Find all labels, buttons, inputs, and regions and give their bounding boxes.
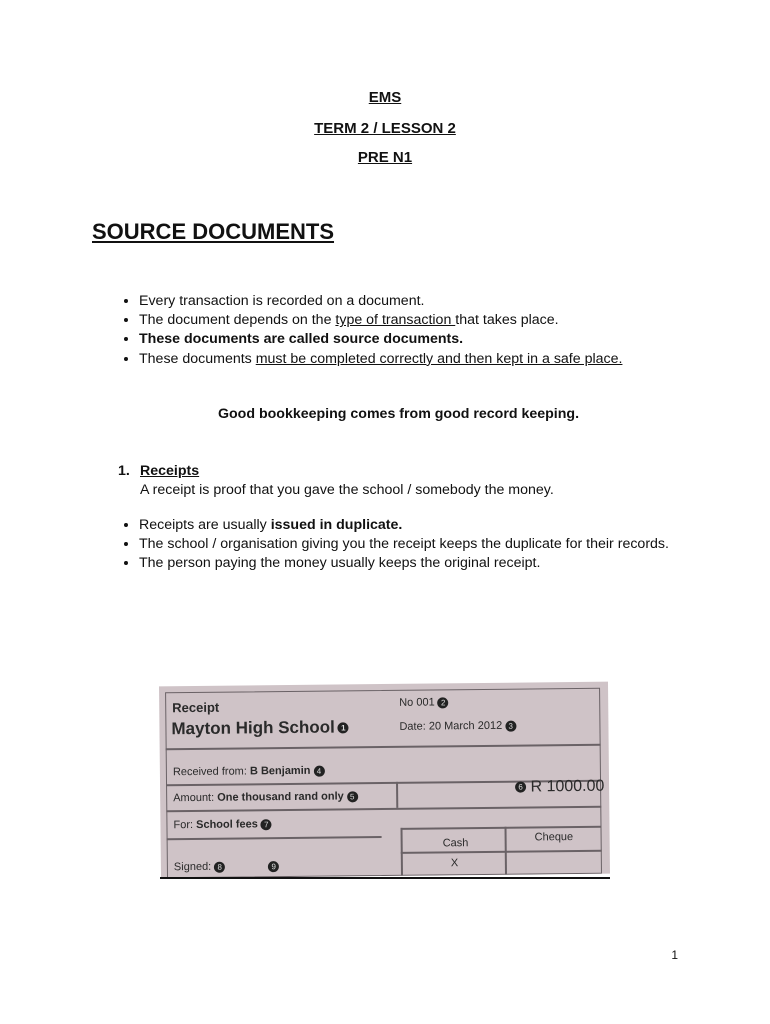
- marker-icon: 7: [261, 819, 272, 830]
- section-heading: Receipts: [140, 463, 200, 479]
- receipt-bullet-list: [98, 516, 699, 574]
- section-description: A receipt is proof that you gave the school / somebody the money.: [140, 482, 554, 498]
- amount-row: Amount: One thousand rand only 5: [173, 790, 358, 804]
- page-title: SOURCE DOCUMENTS: [92, 219, 335, 244]
- list-item: • The person paying the money usually keeps the original receipt.: [139, 554, 699, 573]
- list-item: • These documents must be completed correctly and then kept in a safe place.: [139, 350, 699, 369]
- page-number: 1: [671, 948, 678, 962]
- marker-icon: 6: [515, 782, 526, 793]
- receipt-underline: [160, 877, 610, 879]
- receipt-label: Receipt: [172, 699, 220, 716]
- cash-label: Cash: [442, 837, 469, 850]
- subject-heading: EMS: [368, 89, 402, 106]
- section-receipts: [118, 462, 554, 500]
- level-heading: PRE N1: [357, 149, 413, 166]
- marker-icon: 8: [214, 861, 225, 872]
- receipt-number: No 001 2: [399, 696, 449, 709]
- marker-icon: 4: [313, 765, 324, 776]
- cheque-label: Cheque: [534, 831, 574, 844]
- receipt-school-name: Mayton High School 1: [171, 717, 349, 739]
- list-item: • These documents are called source documents.: [139, 330, 699, 349]
- list-item: • The school / organisation giving you the receipt keeps the duplicate for their records.: [139, 535, 699, 554]
- amount-figure: 6 R 1000.00: [512, 778, 604, 797]
- marker-icon: 2: [438, 697, 449, 708]
- marker-icon: 5: [347, 791, 358, 802]
- receipt-photo: [159, 682, 610, 879]
- received-from-row: Received from: B Benjamin 4: [173, 765, 325, 779]
- marker-icon: 9: [268, 861, 279, 872]
- list-item: • The document depends on the type of transaction that takes place.: [139, 311, 699, 330]
- list-item: • Every transaction is recorded on a document.: [139, 292, 699, 311]
- for-row: For: School fees 7: [173, 818, 271, 831]
- receipt-date: Date: 20 March 2012 3: [399, 720, 516, 733]
- marker-icon: 1: [338, 722, 349, 733]
- divider: [396, 782, 398, 808]
- term-lesson-heading: TERM 2 / LESSON 2: [314, 120, 456, 137]
- cash-mark: X: [450, 857, 459, 870]
- intro-bullet-list: [98, 292, 699, 369]
- list-item: • Receipts are usually issued in duplicate.: [139, 516, 699, 535]
- signed-row: Signed: 8 9: [174, 860, 279, 873]
- tagline: Good bookkeeping comes from good record keeping.: [217, 406, 580, 422]
- marker-icon: 3: [505, 720, 516, 731]
- section-number: 1.: [118, 463, 130, 479]
